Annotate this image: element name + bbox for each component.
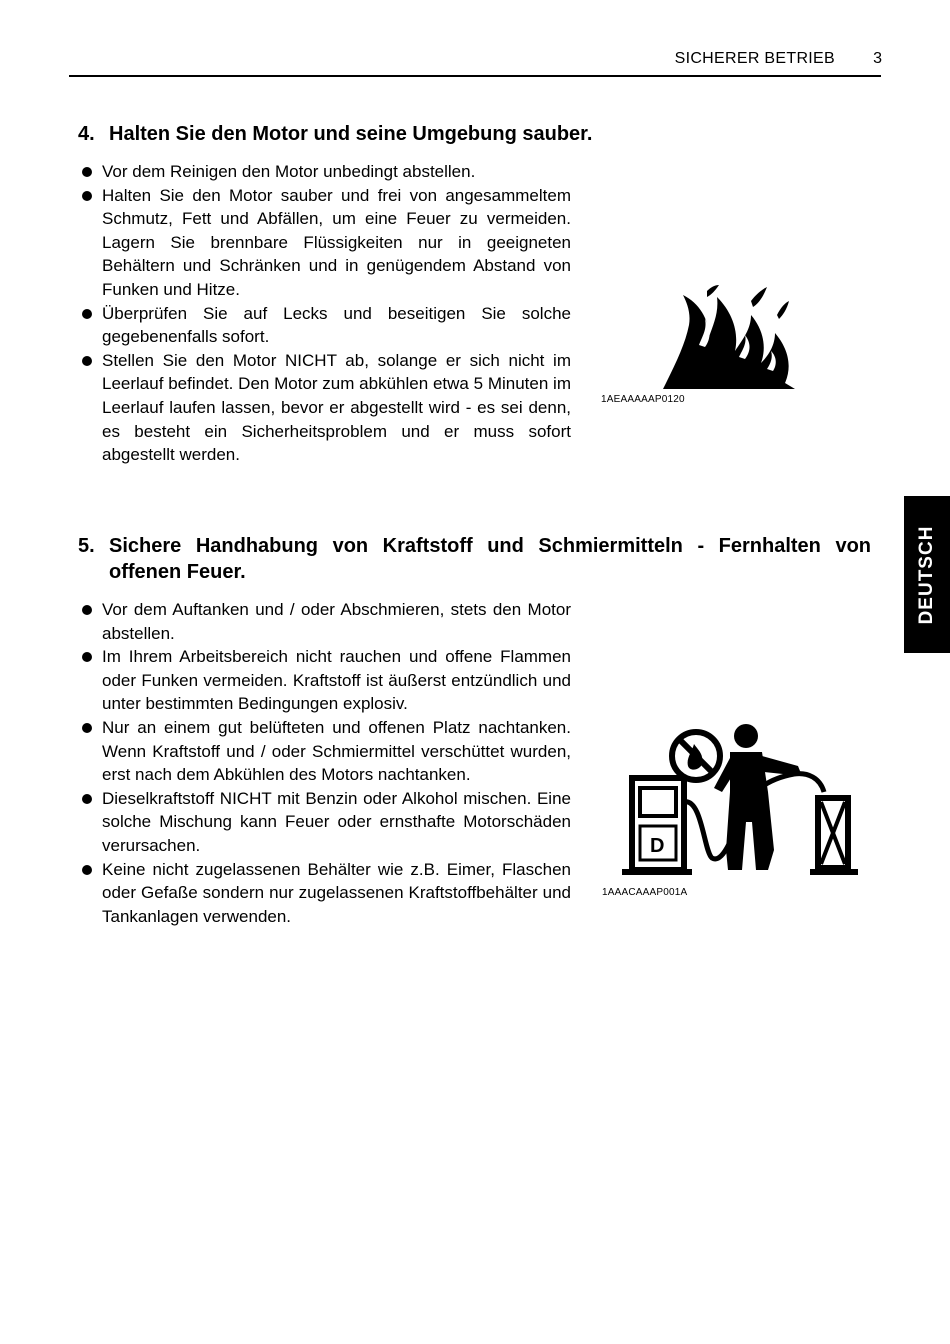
section-number: 4.	[78, 123, 95, 145]
figure-caption: 1AAACAAAP001A	[602, 887, 688, 898]
running-header-title: SICHERER BETRIEB	[674, 50, 835, 67]
list-item: Keine nicht zugelassenen Behälter wie z.B. Eimer, Flaschen oder Gefaße sondern nur zugelassenen Kraftstoffbehälter und Tankanlagen verwenden.	[80, 858, 571, 929]
list-item: Überprüfen Sie auf Lecks und beseitigen Sie solche gegebenenfalls sofort.	[80, 302, 571, 349]
list-item: Dieselkraftstoff NICHT mit Benzin oder Alkohol mischen. Eine solche Mischung kann Feuer oder ernsthafte Motorschäden verursachen.	[80, 787, 571, 858]
fire-icon	[655, 285, 805, 395]
section-title: Sichere Handhabung von Kraftstoff und Schmiermitteln - Fernhalten von offenen Feuer.	[109, 535, 871, 583]
list-item: Im Ihrem Arbeitsbereich nicht rauchen und offene Flammen oder Funken vermeiden. Kraftstoff ist äußerst entzündlich und unter bestimmten Bedingungen explosiv.	[80, 645, 571, 716]
figure-caption: 1AEAAAAAP0120	[601, 394, 685, 405]
list-item: Stellen Sie den Motor NICHT ab, solange er sich nicht im Leerlauf befindet. Den Motor zum abkühlen etwa 5 Minuten im Leerlauf laufen lassen, bevor er abgestellt wird - es sei denn, es besteht ein Sicherheitsproblem und er muss sofort abgestellt werden.	[80, 349, 571, 467]
language-tab-label: DEUTSCH	[916, 525, 937, 624]
header-rule	[69, 75, 881, 77]
language-tab	[904, 496, 950, 653]
list-item: Nur an einem gut belüfteten und offenen Platz nachtanken. Wenn Kraftstoff und / oder Schmiermittel verschüttet wurden, erst nach dem Abkühlen des Motors nachtanken.	[80, 716, 571, 787]
refueling-no-fire-icon	[622, 722, 862, 878]
section-title: Halten Sie den Motor und seine Umgebung sauber.	[109, 123, 593, 145]
list-item: Halten Sie den Motor sauber und frei von angesammeltem Schmutz, Fett und Abfällen, um eine Feuer zu vermeiden. Lagern Sie brennbare Flüssigkeiten nur in geeigneten Behältern und Schränken und in genügendem Abstand von Funken und Hitze.	[80, 184, 571, 302]
section-number: 5.	[78, 535, 95, 557]
page-number: 3	[873, 50, 882, 67]
list-item: Vor dem Auftanken und / oder Abschmieren, stets den Motor abstellen.	[80, 598, 571, 645]
section-5-bullet-list	[80, 598, 571, 928]
pump-label: D	[650, 835, 665, 857]
list-item: Vor dem Reinigen den Motor unbedingt abstellen.	[80, 160, 571, 184]
section-4-bullet-list	[80, 160, 571, 467]
